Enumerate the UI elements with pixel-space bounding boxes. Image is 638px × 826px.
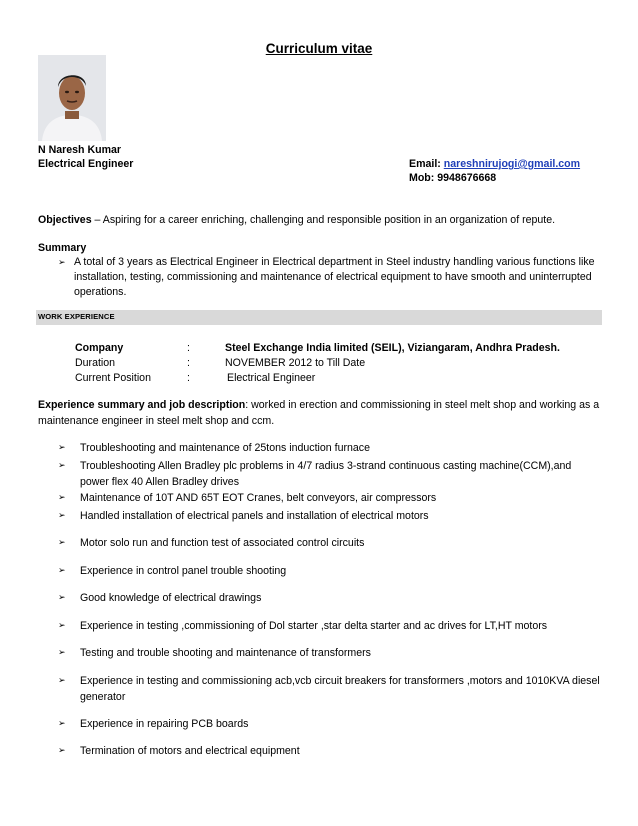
arrow-bullet-icon: ➢ <box>58 510 66 520</box>
list-item-text: Handled installation of electrical panels and installation of electrical motors <box>80 510 429 522</box>
list-item <box>58 716 603 732</box>
list-item <box>58 618 603 634</box>
candidate-name: N Naresh Kumar <box>38 144 122 156</box>
company-value: Steel Exchange India limited (SEIL), Viziangaram, Andhra Pradesh. <box>225 342 560 354</box>
list-item-text: Troubleshooting and maintenance of 25tons induction furnace <box>80 442 370 454</box>
arrow-bullet-icon: ➢ <box>58 592 66 602</box>
list-item-text: Experience in control panel trouble shooting <box>80 565 287 577</box>
arrow-bullet-icon: ➢ <box>58 745 66 755</box>
arrow-bullet-icon: ➢ <box>58 257 66 267</box>
list-item-text: Experience in repairing PCB boards <box>80 718 249 730</box>
email-label: Email: <box>409 158 441 170</box>
current-position-value: Electrical Engineer <box>227 372 316 384</box>
experience-text: : worked in erection and commissioning in steel melt shop and working as a maintenance engineer in steel melt shop and ccm. <box>38 399 600 427</box>
arrow-bullet-icon: ➢ <box>58 647 66 657</box>
list-item <box>58 458 603 490</box>
arrow-bullet-icon: ➢ <box>58 537 66 547</box>
company-details <box>75 341 605 386</box>
list-item <box>58 743 603 759</box>
arrow-bullet-icon: ➢ <box>58 675 66 685</box>
objectives-text: – Aspiring for a career enriching, challenging and responsible position in an organization of repute. <box>91 214 556 226</box>
arrow-bullet-icon: ➢ <box>58 442 66 452</box>
list-item <box>58 535 603 551</box>
current-position-colon: : <box>187 372 190 384</box>
list-item <box>58 645 603 661</box>
list-item-text: Motor solo run and function test of associated control circuits <box>80 537 365 549</box>
list-item <box>58 255 603 300</box>
objectives-label: Objectives <box>38 214 92 226</box>
list-item <box>58 673 603 705</box>
mobile-label: Mob: <box>409 172 435 185</box>
list-item-text: Troubleshooting Allen Bradley plc problems in 4/7 radius 3-strand continuous casting machine(CCM),and power flex 40 Allen Bradley drives <box>80 460 572 488</box>
company-row <box>75 341 605 356</box>
list-item-text: Termination of motors and electrical equipment <box>80 745 300 757</box>
company-colon: : <box>187 342 190 354</box>
profile-photo <box>38 55 106 141</box>
arrow-bullet-icon: ➢ <box>58 718 66 728</box>
duration-row <box>75 356 605 371</box>
experience-summary <box>38 397 603 429</box>
list-item-text: Experience in testing ,commissioning of Dol starter ,star delta starter and ac drives for LT,HT motors <box>80 620 548 632</box>
arrow-bullet-icon: ➢ <box>58 565 66 575</box>
duration-value: NOVEMBER 2012 to Till Date <box>225 357 366 369</box>
list-item-text: Good knowledge of electrical drawings <box>80 592 262 604</box>
summary-item-text: A total of 3 years as Electrical Engineer in Electrical department in Steel industry handling various functions like installation, testing, commissioning and maintenance of electrical equipment to have smooth and uninterrupted operations. <box>74 256 595 298</box>
page-title: Curriculum vitae <box>265 41 373 56</box>
list-item-text: Maintenance of 10T AND 65T EOT Cranes, belt conveyors, air compressors <box>80 492 437 504</box>
email-line <box>409 157 580 171</box>
list-item <box>58 508 603 524</box>
arrow-bullet-icon: ➢ <box>58 492 66 502</box>
current-position-row <box>75 371 605 386</box>
arrow-bullet-icon: ➢ <box>58 460 66 470</box>
duration-label: Duration <box>75 357 116 369</box>
summary-list <box>58 255 603 300</box>
mobile-number: 9948676668 <box>437 172 497 185</box>
company-label: Company <box>75 342 124 354</box>
experience-label: Experience summary and job description <box>38 399 246 411</box>
list-item-text: Testing and trouble shooting and maintenance of transformers <box>80 647 371 659</box>
duration-colon: : <box>187 357 190 369</box>
contact-block <box>409 157 580 186</box>
summary-heading: Summary <box>38 242 87 254</box>
objectives-section <box>38 213 603 227</box>
list-item <box>58 590 603 606</box>
list-item <box>58 563 603 579</box>
mobile-line <box>409 171 580 185</box>
list-item <box>58 440 603 456</box>
work-experience-header <box>36 310 602 325</box>
current-position-label: Current Position <box>75 372 151 384</box>
arrow-bullet-icon: ➢ <box>58 620 66 630</box>
email-link[interactable]: nareshnirujogi@gmail.com <box>443 158 581 170</box>
candidate-role: Electrical Engineer <box>38 158 134 170</box>
list-item-text: Experience in testing and commissioning acb,vcb circuit breakers for transformers ,motors and 1010KVA diesel generator <box>80 675 600 703</box>
list-item <box>58 490 603 506</box>
work-experience-heading: WORK EXPERIENCE <box>38 312 115 321</box>
